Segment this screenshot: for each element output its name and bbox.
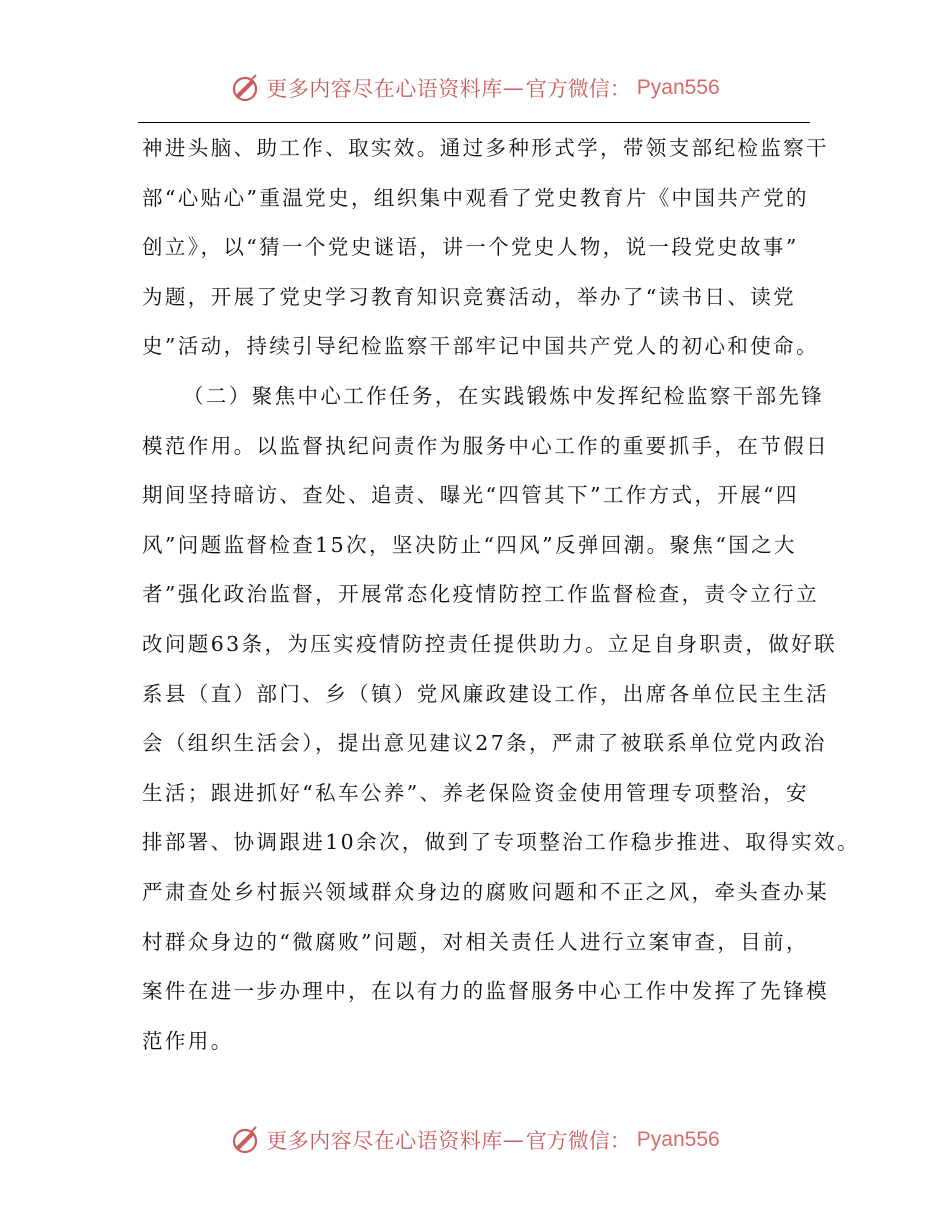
body-line: 为题，开展了党史学习教育知识竞赛活动，举办了“读书日、读党: [142, 284, 797, 309]
body-line: 神进头脑、助工作、取实效。通过多种形式学，带领支部纪检监察干: [142, 136, 829, 160]
body-line: 系县（直）部门、乡（镇）党风廉政建设工作，出席各单位民主生活: [142, 681, 829, 706]
body-line: 生活；跟进抓好“私车公养”、养老保险资金使用管理专项整治，安: [142, 780, 809, 805]
banner-main-text: 更多内容尽在心语资料库: [266, 1129, 503, 1153]
banner-wechat-id: Pyan556: [636, 76, 720, 99]
body-line: 案件在进一步办理中，在以有力的监督服务中心工作中发挥了先锋模: [142, 979, 829, 1004]
banner-main-text: 更多内容尽在心语资料库: [266, 77, 503, 101]
banner-wechat-id: Pyan556: [636, 1128, 720, 1151]
body-line: 风”问题监督检查15次，坚决防止“四风”反弹回潮。聚焦“国之大: [142, 532, 797, 557]
body-line: 部“心贴心”重温党史，组织集中观看了党史教育片《中国共产党的: [142, 185, 809, 210]
pen-swirl-logo-icon: [230, 73, 260, 103]
body-line: 创立》，以“猜一个党史谜语，讲一个党史人物，说一段党史故事”: [142, 235, 799, 260]
body-line: 严肃查处乡村振兴领域群众身边的腐败问题和不正之风，牵头查办某: [142, 879, 829, 904]
pen-swirl-logo-icon: [230, 1125, 260, 1155]
banner-dash: —: [502, 1128, 524, 1152]
body-line: 范作用。: [142, 1028, 234, 1053]
body-line: 会（组织生活会），提出意见建议27条，严肃了被联系单位党内政治: [142, 731, 827, 756]
banner-dash: —: [502, 76, 524, 100]
body-line: 排部署、协调跟进10余次，做到了专项整治工作稳步推进、取得实效。: [142, 830, 860, 855]
header-rule: [138, 122, 810, 123]
body-line: 改问题63条，为压实疫情防控责任提供助力。立足自身职责，做好联: [142, 631, 837, 656]
body-line: 者”强化政治监督，开展常态化疫情防控工作监督检查，责令立行立: [142, 582, 819, 607]
body-line: 模范作用。以监督执纪问责作为服务中心工作的重要抓手，在节假日: [142, 433, 829, 458]
section-heading-line: （二）聚焦中心工作任务，在实践锻炼中发挥纪检监察干部先锋: [183, 383, 825, 408]
body-line: 村群众身边的“微腐败”问题，对相关责任人进行立案审查，目前，: [142, 929, 809, 954]
body-line: 期间坚持暗访、查处、追责、曝光“四管其下”工作方式，开展“四: [142, 483, 799, 508]
banner-label: 官方微信：: [525, 1129, 631, 1153]
header-banner: [0, 68, 950, 108]
banner-label: 官方微信：: [525, 77, 631, 101]
document-body: [142, 124, 860, 1066]
footer-banner: [0, 1120, 950, 1160]
body-line: 史”活动，持续引导纪检监察干部牢记中国共产党人的初心和使命。: [142, 334, 819, 359]
